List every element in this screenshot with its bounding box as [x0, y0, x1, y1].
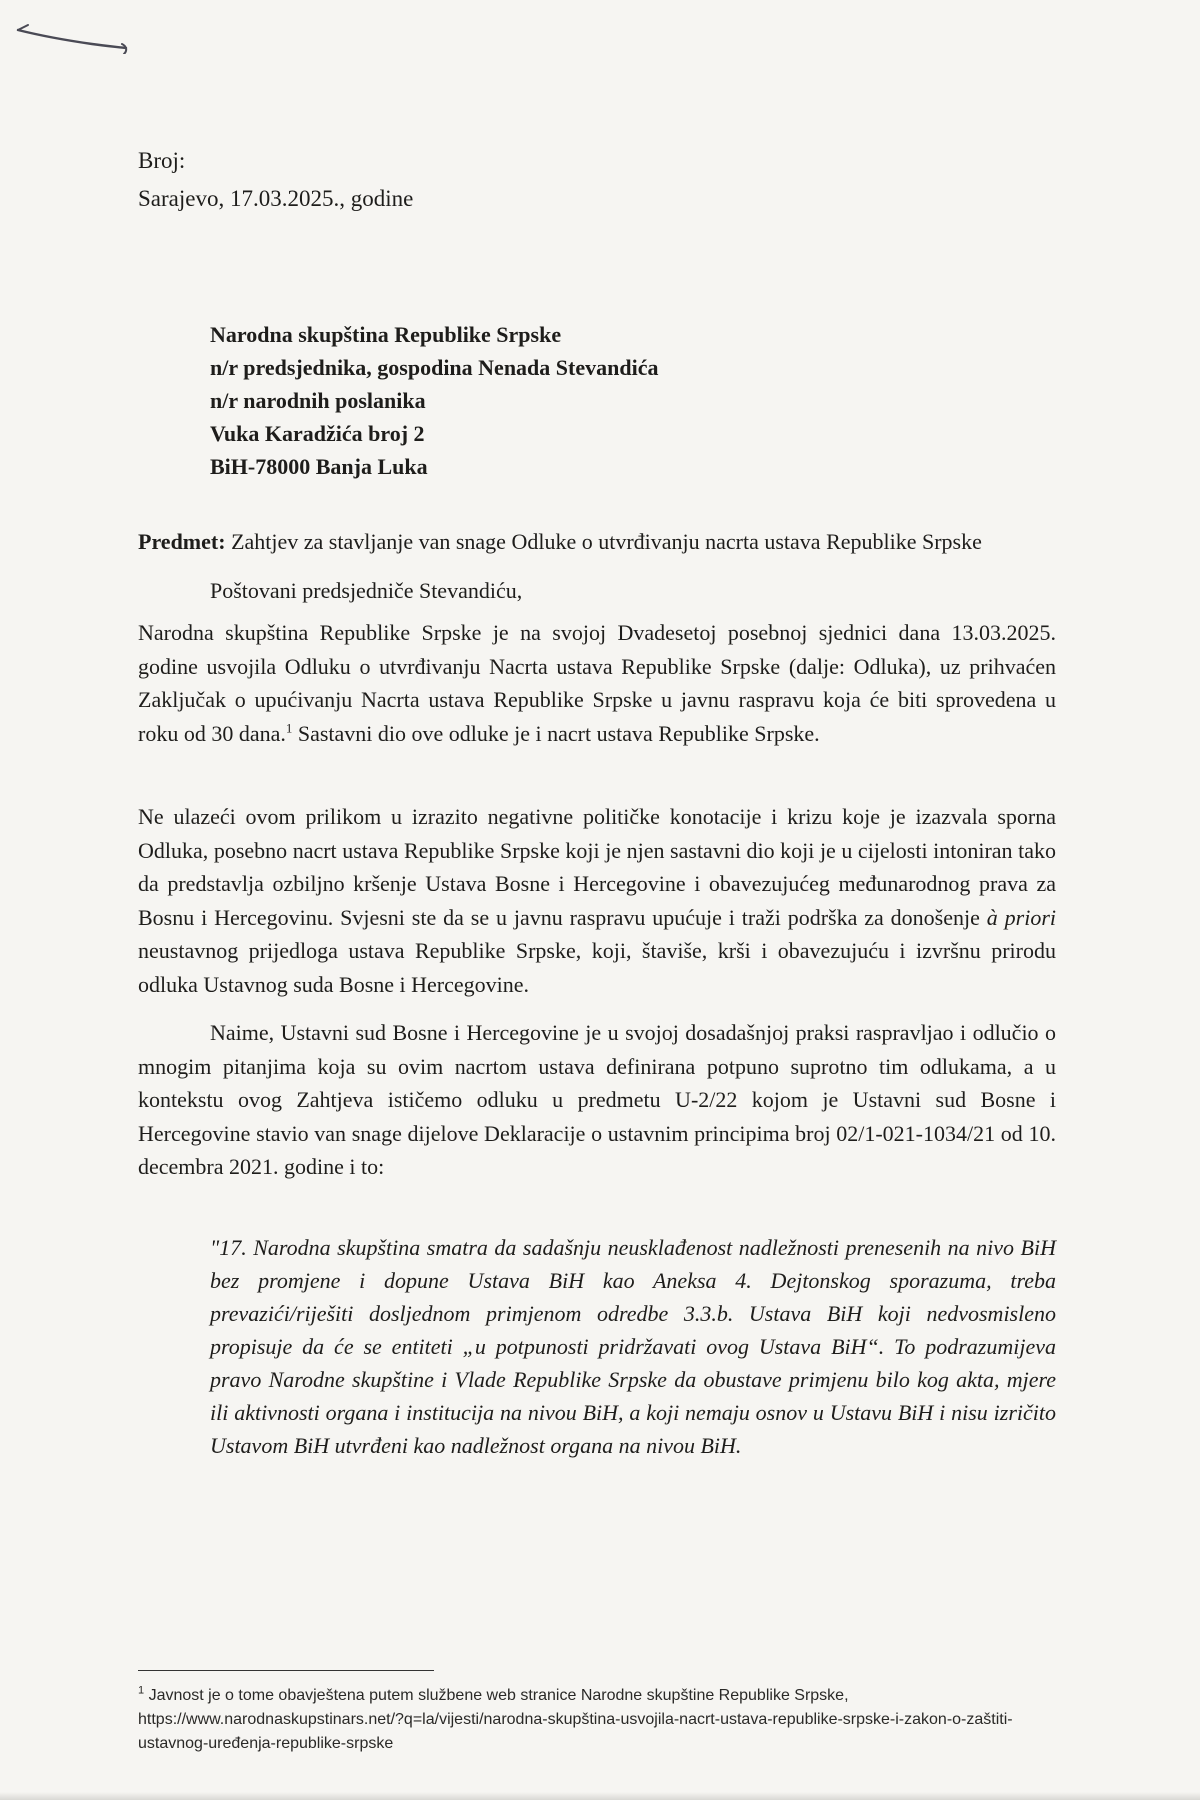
subject-text: Zahtjev za stavljanje van snage Odluke o utvrđivanju nacrta ustava Republike Srpske — [231, 529, 982, 554]
footnote-text: Javnost je o tome obavještena putem službene web stranice Narodne skupštine Republike Srpske, https://www.narodnaskupstinars.net/?q=la/vijesti/narodna-skupština-usvojila-nacrt-ustava-republike-srpske-i-zakon-o-zaštiti-ustavnog-uređenja-republike-srpske — [138, 1687, 1013, 1752]
paragraph-2-text-b: neustavnog prijedloga ustava Republike Srpske, koji, štaviše, krši i obavezujuću i izvršnu prirodu odluka Ustavnog suda Bosne i Hercegovine. — [138, 938, 1056, 997]
recipient-line-5: BiH-78000 Banja Luka — [210, 454, 428, 479]
body-paragraph-1 — [138, 616, 1056, 750]
recipient-line-3: n/r narodnih poslanika — [210, 388, 426, 413]
footnote-number: 1 — [138, 1684, 145, 1697]
page-bottom-edge — [0, 1792, 1200, 1800]
salutation: Poštovani predsjedniče Stevandiću, — [210, 578, 523, 603]
quoted-passage: "17. Narodna skupština smatra da sadašnju neusklađenost nadležnosti prenesenih na nivo BiH bez promjene i dopune Ustava BiH kao Aneksa 4. Dejtonskog sporazuma, treba prevazići/riješiti dosljednom primjenom odredbe 3.3.b. Ustava BiH koji nedvosmisleno propisuje da će se entiteti „u potpunosti pridržavati ovog Ustava BiH“. To podrazumijeva pravo Narodne skupštine i Vlade Republike Srpske da obustave primjenu bilo kog akta, mjere ili aktivnosti organa i institucija na nivou BiH, a koji nemaju osnov u Ustavu BiH i nisu izričito Ustavom BiH utvrđeni kao nadležnost organa na nivou BiH. — [210, 1235, 1056, 1458]
paragraph-2-italic: à priori — [986, 904, 1056, 930]
paragraph-2-text-a: Ne ulazeći ovom prilikom u izrazito negativne političke konotacije i krizu koje je izazvala sporna Odluka, posebno nacrt ustava Republike Srpske koji je njen sastavni dio koji je u cijelosti intoniran tako da predstavlja ozbiljno kršenje Ustava Bosne i Hercegovine i obavezujućeg međunarodnog prava za Bosnu i Hercegovinu. Svjesni ste da se u javnu raspravu upućuje i traži podrška za donošenje — [138, 804, 1056, 930]
footnote-separator — [138, 1670, 434, 1671]
subject-line — [138, 527, 1068, 557]
body-paragraph-3: Naime, Ustavni sud Bosne i Hercegovine je u svojoj dosadašnjoj praksi raspravljao i odlučio o mnogim pitanjima koja su ovim nacrtom ustava definirana potpuno suprotno tim odlukama, a u kontekstu ovog Zahtjeva ističemo odluku u predmetu U-2/22 kojom je Ustavni sud Bosne i Hercegovine stavio van snage dijelove Deklaracije o ustavnim principima broj 02/1-021-1034/21 od 10. decembra 2021. godine i to: — [138, 1020, 1056, 1179]
recipient-line-4: Vuka Karadžića broj 2 — [210, 421, 425, 446]
place-date: Sarajevo, 17.03.2025., godine — [138, 186, 414, 211]
recipient-address — [210, 318, 658, 483]
paragraph-1-text-a: Narodna skupština Republike Srpske je na svojoj Dvadesetoj posebnoj sjednici dana 13.03.2025. godine usvojila Odluku o utvrđivanju Nacrta ustava Republike Srpske (dalje: Odluka), uz prihvaćen Zaključak o upućivanju Nacrta ustava Republike Srpske u javnu raspravu koja će biti sprovedena u roku od 30 dana. — [138, 620, 1056, 746]
letter-header — [138, 142, 413, 218]
recipient-line-1: Narodna skupština Republike Srpske — [210, 322, 562, 347]
pen-stroke-icon — [14, 14, 134, 54]
footnote — [138, 1684, 1056, 1756]
body-paragraph-2 — [138, 800, 1056, 1001]
reference-number: Broj: — [138, 148, 186, 173]
paragraph-1-text-b: Sastavni dio ove odluke je i nacrt ustava Republike Srpske. — [292, 720, 820, 746]
recipient-line-2: n/r predsjednika, gospodina Nenada Stevandića — [210, 355, 659, 380]
subject-label: Predmet: — [138, 529, 226, 554]
footnote-reference: 1 — [285, 720, 293, 736]
